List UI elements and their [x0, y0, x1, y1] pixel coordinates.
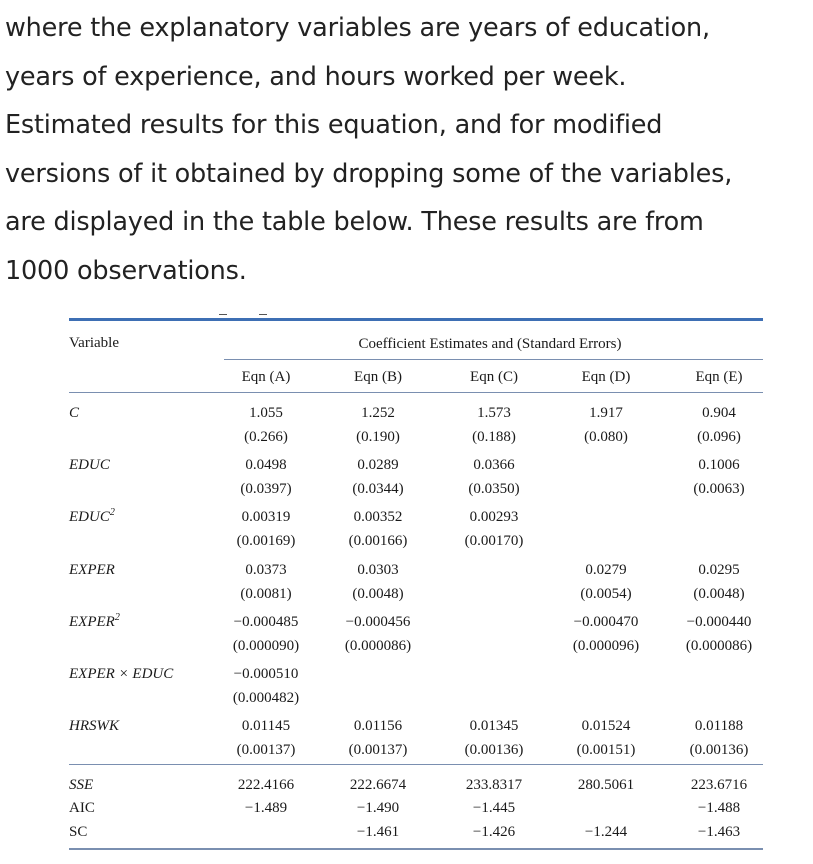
coefficient-estimate: 1.917 — [589, 405, 623, 421]
row-label-text: HRSWK — [69, 718, 119, 734]
intro-line: years of experience, and hours worked per week. — [5, 61, 627, 92]
intro-line: Estimated results for this equation, and for modified — [5, 110, 663, 140]
standard-error: (0.00136) — [689, 742, 749, 758]
intro-line: versions of it obtained by dropping some of the variables, — [5, 158, 733, 189]
group-header: Coefficient Estimates and (Standard Errors) — [358, 336, 622, 352]
row-label-text: EXPER — [69, 614, 115, 630]
coefficient-estimate: 0.01188 — [694, 718, 744, 734]
standard-error: (0.0081) — [240, 586, 292, 602]
row-label — [69, 456, 110, 474]
coefficient-estimate: 0.0295 — [698, 562, 740, 578]
coefficient-estimate: 0.1006 — [698, 457, 740, 473]
standard-error: (0.190) — [356, 429, 400, 445]
row-label-text: EDUC — [69, 509, 110, 525]
row-label — [69, 561, 115, 579]
stat-value: −1.426 — [472, 824, 516, 840]
coefficient-estimate: −0.000440 — [686, 614, 752, 630]
intro-line: are displayed in the table below. These results are from — [5, 207, 704, 237]
stat-value: 222.4166 — [237, 777, 295, 793]
stat-label: SC — [69, 824, 88, 840]
standard-error: (0.0048) — [352, 586, 404, 602]
column-header: Eqn (C) — [470, 369, 518, 385]
scan-artifact-dash — [259, 314, 267, 315]
standard-error: (0.00170) — [464, 533, 524, 549]
intro-line: where the explanatory variables are years of education, — [5, 13, 710, 43]
coefficient-estimate: 1.252 — [361, 405, 395, 421]
standard-error: (0.0350) — [468, 481, 520, 497]
stat-value: −1.488 — [697, 800, 741, 816]
stat-value: −1.489 — [244, 800, 288, 816]
stat-value: −1.490 — [356, 800, 400, 816]
intro-paragraph — [5, 4, 810, 295]
row-label-text: EDUC — [69, 457, 110, 473]
column-header: Eqn (E) — [695, 369, 743, 385]
coefficient-estimate: −0.000470 — [573, 614, 639, 630]
coefficient-estimate: 0.00352 — [353, 509, 403, 525]
stat-value: −1.463 — [697, 824, 741, 840]
row-label-superscript: 2 — [109, 507, 115, 518]
coefficient-estimate: −0.000456 — [345, 614, 411, 630]
row-label-text: EXPER — [69, 562, 115, 578]
row-label — [69, 404, 79, 422]
stat-value: 233.8317 — [465, 777, 523, 793]
coefficient-estimate: 0.0303 — [357, 562, 399, 578]
standard-error: (0.000086) — [685, 638, 753, 654]
column-header: Eqn (D) — [581, 369, 631, 385]
coefficient-estimate: 0.00319 — [241, 509, 291, 525]
coefficient-estimate: 0.0279 — [585, 562, 627, 578]
row-label — [69, 613, 120, 631]
table-bottom-rule — [69, 848, 763, 850]
stats-separator-rule — [69, 764, 763, 765]
coefficient-estimate: −0.000485 — [233, 614, 299, 630]
stat-value: 222.6674 — [349, 777, 407, 793]
standard-error: (0.096) — [697, 429, 741, 445]
coefficient-estimate: 0.00293 — [469, 509, 519, 525]
standard-error: (0.0397) — [240, 481, 292, 497]
column-header: Eqn (A) — [241, 369, 291, 385]
coefficient-estimate: 0.0373 — [245, 562, 287, 578]
standard-error: (0.000096) — [572, 638, 640, 654]
coefficient-estimate: 0.01524 — [581, 718, 631, 734]
coefficient-estimate: 0.904 — [702, 405, 736, 421]
standard-error: (0.00169) — [236, 533, 296, 549]
standard-error: (0.0054) — [580, 586, 632, 602]
standard-error: (0.0344) — [352, 481, 404, 497]
coefficient-estimate: 0.0289 — [357, 457, 399, 473]
stat-value: 223.6716 — [690, 777, 748, 793]
standard-error: (0.080) — [584, 429, 628, 445]
standard-error: (0.00166) — [348, 533, 408, 549]
standard-error: (0.00151) — [576, 742, 636, 758]
row-label — [69, 717, 119, 735]
standard-error: (0.00137) — [236, 742, 296, 758]
stat-value: −1.445 — [472, 800, 516, 816]
standard-error: (0.00137) — [348, 742, 408, 758]
coefficient-estimate: −0.000510 — [233, 666, 299, 682]
standard-error: (0.000086) — [344, 638, 412, 654]
standard-error: (0.188) — [472, 429, 516, 445]
coefficient-estimate: 1.573 — [477, 405, 511, 421]
variable-header: Variable — [69, 335, 119, 351]
stat-label: AIC — [69, 800, 95, 816]
coefficient-estimate: 0.01145 — [241, 718, 291, 734]
standard-error: (0.0063) — [693, 481, 745, 497]
table-top-rule — [69, 318, 763, 321]
coefficient-estimate: 0.0498 — [245, 457, 287, 473]
stat-value: −1.244 — [584, 824, 628, 840]
coefficient-estimate: 1.055 — [249, 405, 283, 421]
standard-error: (0.00136) — [464, 742, 524, 758]
standard-error: (0.266) — [244, 429, 288, 445]
row-label — [69, 508, 115, 526]
row-label-text: C — [69, 405, 80, 421]
coefficient-estimate: 0.01345 — [469, 718, 519, 734]
group-header-rule — [224, 359, 763, 360]
row-label — [69, 665, 173, 683]
intro-line: 1000 observations. — [5, 255, 247, 286]
header-bottom-rule — [69, 392, 763, 393]
column-header: Eqn (B) — [354, 369, 402, 385]
standard-error: (0.0048) — [693, 586, 745, 602]
row-label-superscript: 2 — [114, 612, 120, 623]
coefficient-estimate: 0.01156 — [353, 718, 403, 734]
coefficient-estimate: 0.0366 — [473, 457, 515, 473]
scan-artifact-dash — [219, 314, 227, 315]
stat-label: SSE — [69, 777, 94, 793]
standard-error: (0.000090) — [232, 638, 300, 654]
stat-value: −1.461 — [356, 824, 400, 840]
row-label-text: EXPER × EDUC — [69, 666, 174, 682]
standard-error: (0.000482) — [232, 690, 300, 706]
stat-value: 280.5061 — [577, 777, 635, 793]
